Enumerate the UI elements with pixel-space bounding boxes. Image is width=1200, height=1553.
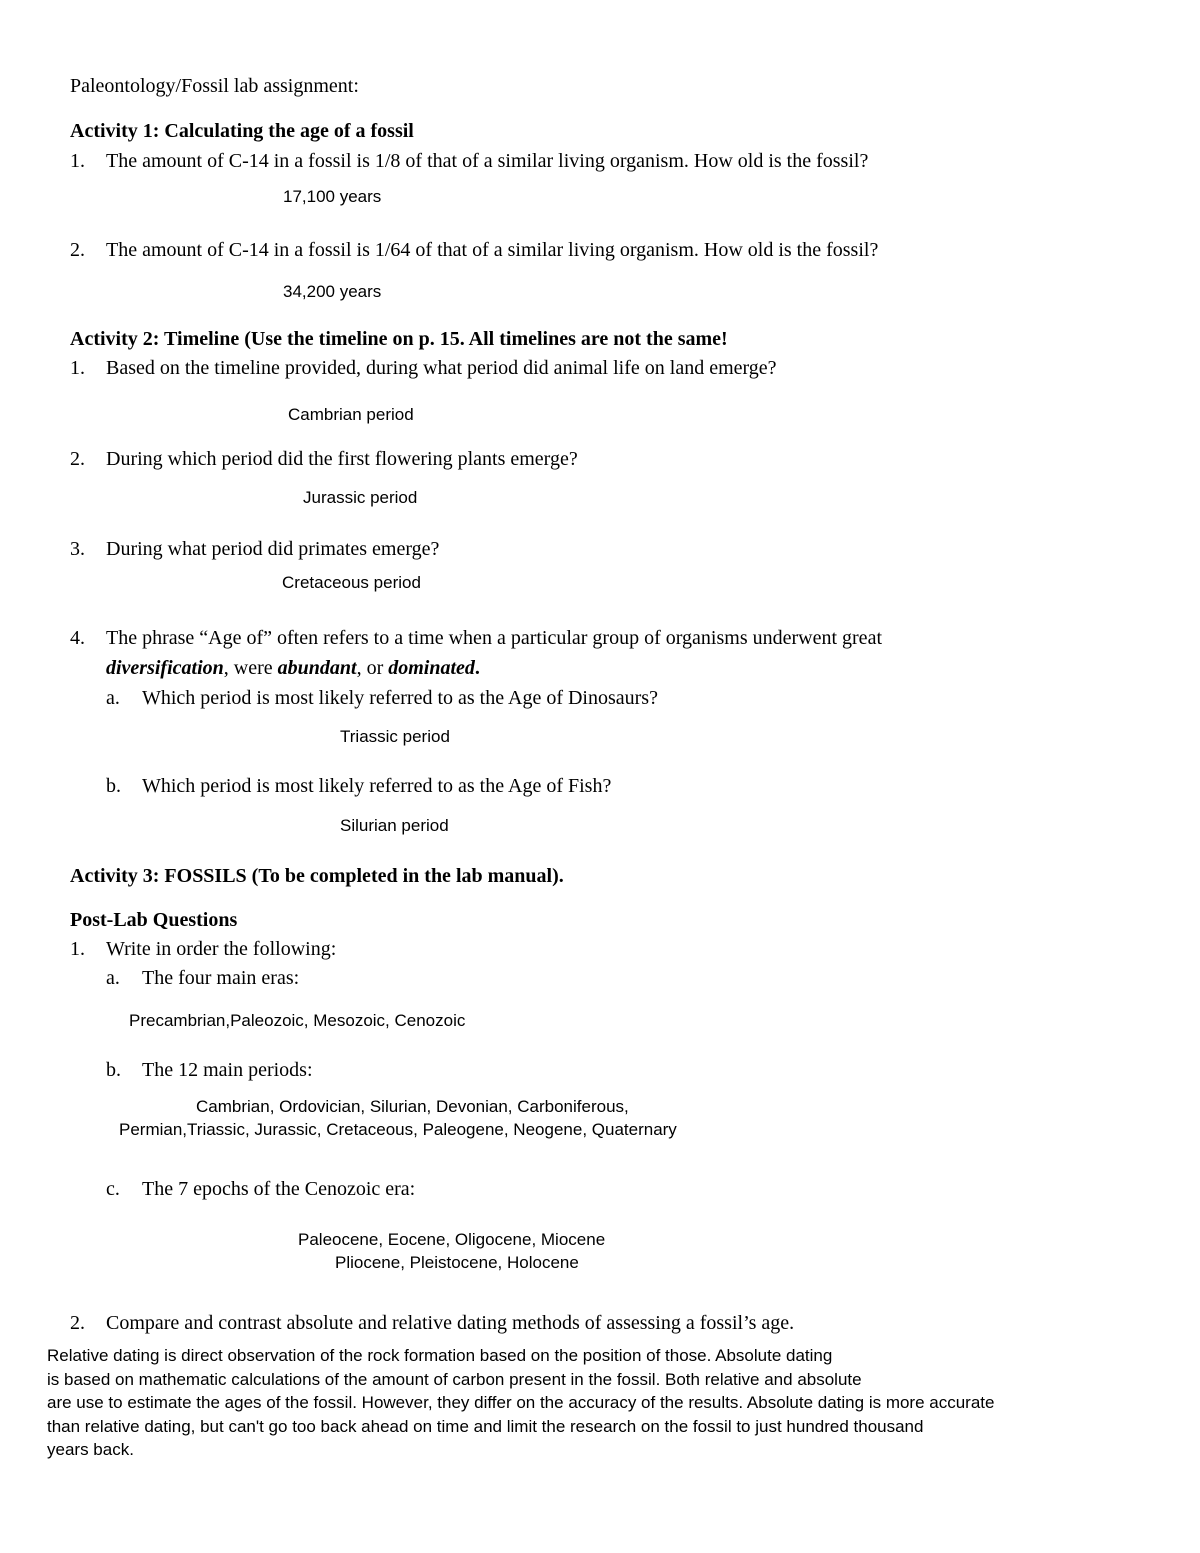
activity-2-answer-2: Jurassic period xyxy=(303,488,418,507)
answer-line: are use to estimate the ages of the fossil. However, they differ on the accuracy of the results. Absolute dating is more accurate xyxy=(47,1393,995,1412)
question-number: 1. xyxy=(70,938,85,960)
activity-2-question-3 xyxy=(70,539,439,559)
activity-2-question-4-continued xyxy=(106,658,480,678)
question-number: 4. xyxy=(70,627,85,649)
question-text: Write in order the following: xyxy=(106,938,337,960)
activity-2-question-2 xyxy=(70,449,578,469)
subquestion-label: a. xyxy=(106,967,120,989)
emphasis-dominated: dominated xyxy=(388,657,475,679)
post-lab-answer-1a: Precambrian,Paleozoic, Mesozoic, Cenozoic xyxy=(129,1011,466,1030)
question-text: The amount of C-14 in a fossil is 1/64 of that of a similar living organism. How old is the fossil? xyxy=(106,239,879,261)
question-text: During which period did the first flowering plants emerge? xyxy=(106,448,578,470)
question-number: 1. xyxy=(70,150,85,172)
question-number: 2. xyxy=(70,1312,85,1334)
post-lab-question-1b xyxy=(106,1060,313,1080)
activity-2-answer-4b: Silurian period xyxy=(340,816,449,835)
subquestion-text: Which period is most likely referred to as the Age of Dinosaurs? xyxy=(142,687,658,709)
post-lab-answer-1b-line-1: Cambrian, Ordovician, Silurian, Devonian, Carboniferous, xyxy=(196,1097,629,1116)
answer-line: years back. xyxy=(47,1440,134,1459)
question-text: The amount of C-14 in a fossil is 1/8 of that of a similar living organism. How old is the fossil? xyxy=(106,150,869,172)
activity-2-answer-3: Cretaceous period xyxy=(282,573,421,592)
separator: , were xyxy=(223,657,278,679)
post-lab-question-1 xyxy=(70,939,336,959)
post-lab-heading: Post-Lab Questions xyxy=(70,909,238,931)
activity-2-answer-4a: Triassic period xyxy=(340,727,450,746)
post-lab-answer-1c-line-1: Paleocene, Eocene, Oligocene, Miocene xyxy=(298,1230,606,1249)
subquestion-text: The 7 epochs of the Cenozoic era: xyxy=(142,1178,416,1200)
question-text: Based on the timeline provided, during what period did animal life on land emerge? xyxy=(106,357,777,379)
subquestion-label: b. xyxy=(106,1059,121,1081)
separator: , or xyxy=(356,657,389,679)
emphasis-diversification: diversification xyxy=(106,657,224,679)
question-number: 1. xyxy=(70,357,85,379)
activity-2-question-4a xyxy=(106,688,658,708)
post-lab-question-1a xyxy=(106,968,299,988)
activity-1-question-2 xyxy=(70,240,878,260)
question-text: The phrase “Age of” often refers to a time when a particular group of organisms underwent great xyxy=(106,627,882,649)
post-lab-answer-1c-line-2: Pliocene, Pleistocene, Holocene xyxy=(335,1253,579,1272)
activity-1-question-1 xyxy=(70,151,868,171)
activity-1-answer-1: 17,100 years xyxy=(283,187,382,206)
question-number: 2. xyxy=(70,448,85,470)
activity-2-answer-1: Cambrian period xyxy=(288,405,414,424)
subquestion-label: c. xyxy=(106,1178,120,1200)
question-text: Compare and contrast absolute and relative dating methods of assessing a fossil’s age. xyxy=(106,1312,795,1334)
subquestion-text: The 12 main periods: xyxy=(142,1059,313,1081)
period-mark: . xyxy=(474,657,480,679)
subquestion-label: a. xyxy=(106,687,120,709)
activity-2-question-4 xyxy=(70,628,882,648)
answer-line: Relative dating is direct observation of the rock formation based on the position of those. Absolute dating xyxy=(47,1346,833,1365)
post-lab-question-1c xyxy=(106,1179,415,1199)
document-title: Paleontology/Fossil lab assignment: xyxy=(70,75,359,97)
activity-2-question-1 xyxy=(70,358,777,378)
activity-3-heading: Activity 3: FOSSILS (To be completed in the lab manual). xyxy=(70,865,564,887)
subquestion-text: The four main eras: xyxy=(142,967,300,989)
post-lab-answer-1b-line-2: Permian,Triassic, Jurassic, Cretaceous, Paleogene, Neogene, Quaternary xyxy=(119,1120,677,1139)
post-lab-question-2 xyxy=(70,1313,794,1333)
question-number: 2. xyxy=(70,239,85,261)
post-lab-answer-2 xyxy=(47,1344,1157,1462)
activity-2-heading: Activity 2: Timeline (Use the timeline on p. 15. All timelines are not the same! xyxy=(70,328,728,350)
activity-2-question-4b xyxy=(106,776,611,796)
answer-line: is based on mathematic calculations of the amount of carbon present in the fossil. Both relative and absolute xyxy=(47,1369,862,1389)
question-number: 3. xyxy=(70,538,85,560)
question-text: During what period did primates emerge? xyxy=(106,538,440,560)
subquestion-label: b. xyxy=(106,775,121,797)
activity-1-heading: Activity 1: Calculating the age of a fossil xyxy=(70,120,414,142)
activity-1-answer-2: 34,200 years xyxy=(283,282,382,301)
emphasis-abundant: abundant xyxy=(277,657,357,679)
answer-line: than relative dating, but can't go too back ahead on time and limit the research on the fossil to just hundred thousand xyxy=(47,1416,924,1436)
subquestion-text: Which period is most likely referred to as the Age of Fish? xyxy=(142,775,612,797)
